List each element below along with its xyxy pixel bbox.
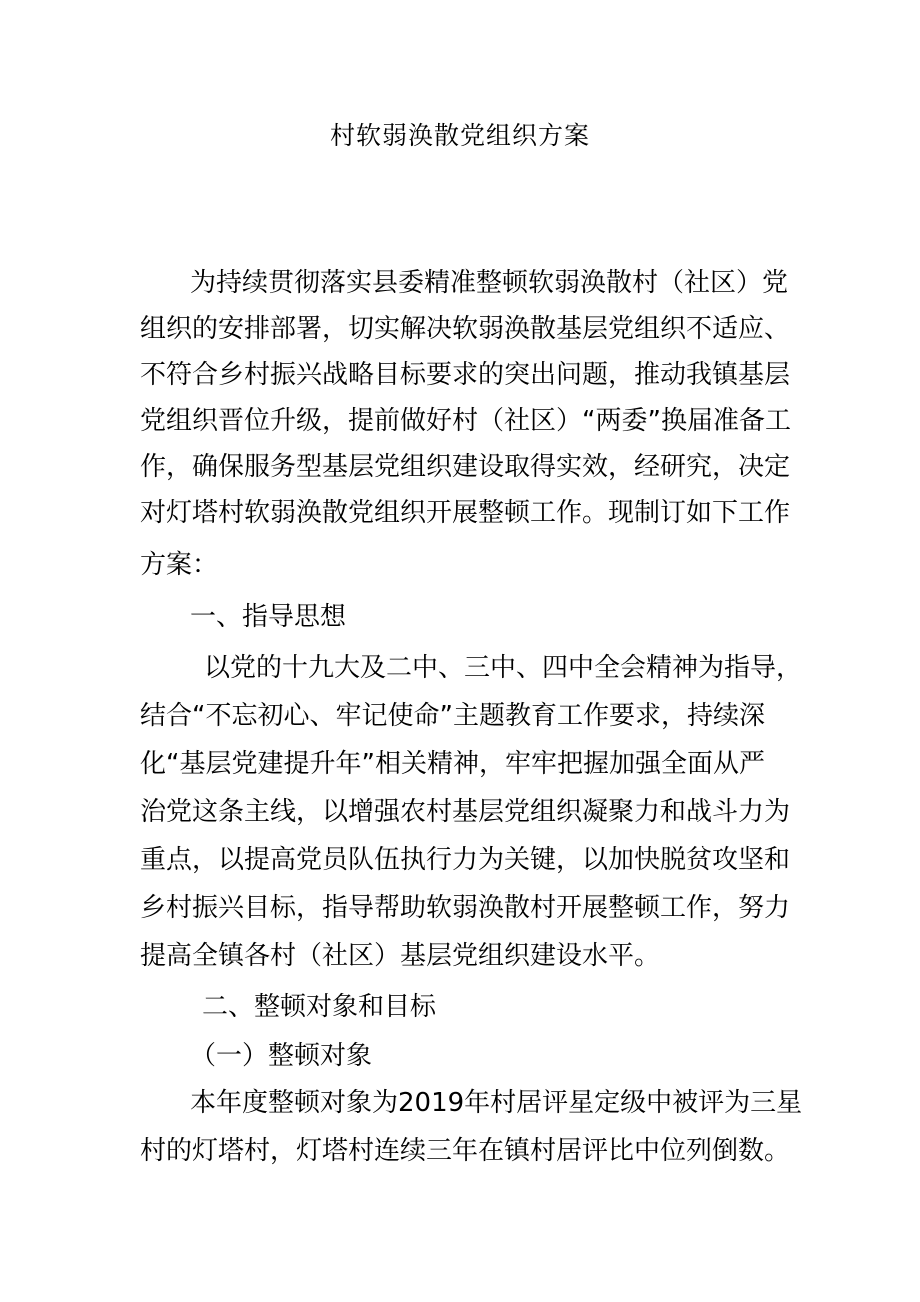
paragraph-line: 提高全镇各村（社区）基层党组织建设水平。 [140, 941, 661, 971]
section-heading: 一、指导思想 [190, 602, 347, 632]
paragraph-line: 本年度整顿对象为2019年村居评星定级中被评为三星 [190, 1088, 803, 1118]
paragraph-line: 以党的十九大及二中、三中、四中全会精神为指导， [204, 653, 803, 683]
paragraph-line: 治党这条主线，以增强农村基层党组织凝聚力和战斗力为 [140, 797, 791, 827]
paragraph-line: 不符合乡村振兴战略目标要求的突出问题，推动我镇基层 [140, 360, 791, 390]
subsection-heading: （一）整顿对象 [190, 1041, 373, 1071]
paragraph-line: 党组织晋位升级，提前做好村（社区）“两委”换届准备工 [140, 406, 791, 436]
document-title: 村软弱涣散党组织方案 [329, 121, 590, 150]
paragraph-line: 化“基层党建提升年”相关精神，牢牢把握加强全面从严 [140, 749, 765, 779]
paragraph-line: 对灯塔村软弱涣散党组织开展整顿工作。现制订如下工作 [140, 498, 791, 528]
paragraph-line: 村的灯塔村，灯塔村连续三年在镇村居评比中位列倒数。 [140, 1136, 791, 1166]
paragraph-line: 重点，以提高党员队伍执行力为关键，以加快脱贫攻坚和 [140, 845, 791, 875]
paragraph-line: 为持续贯彻落实县委精准整顿软弱涣散村（社区）党 [190, 268, 789, 298]
paragraph-line: 作，确保服务型基层党组织建设取得实效，经研究，决定 [140, 452, 791, 482]
paragraph-line: 结合“不忘初心、牢记使命”主题教育工作要求，持续深 [140, 701, 765, 731]
paragraph-line: 组织的安排部署，切实解决软弱涣散基层党组织不适应、 [140, 314, 791, 344]
paragraph-line: 乡村振兴目标，指导帮助软弱涣散村开展整顿工作，努力 [140, 893, 791, 923]
section-heading: 二、整顿对象和目标 [202, 992, 437, 1022]
paragraph-line: 方案： [140, 550, 219, 580]
